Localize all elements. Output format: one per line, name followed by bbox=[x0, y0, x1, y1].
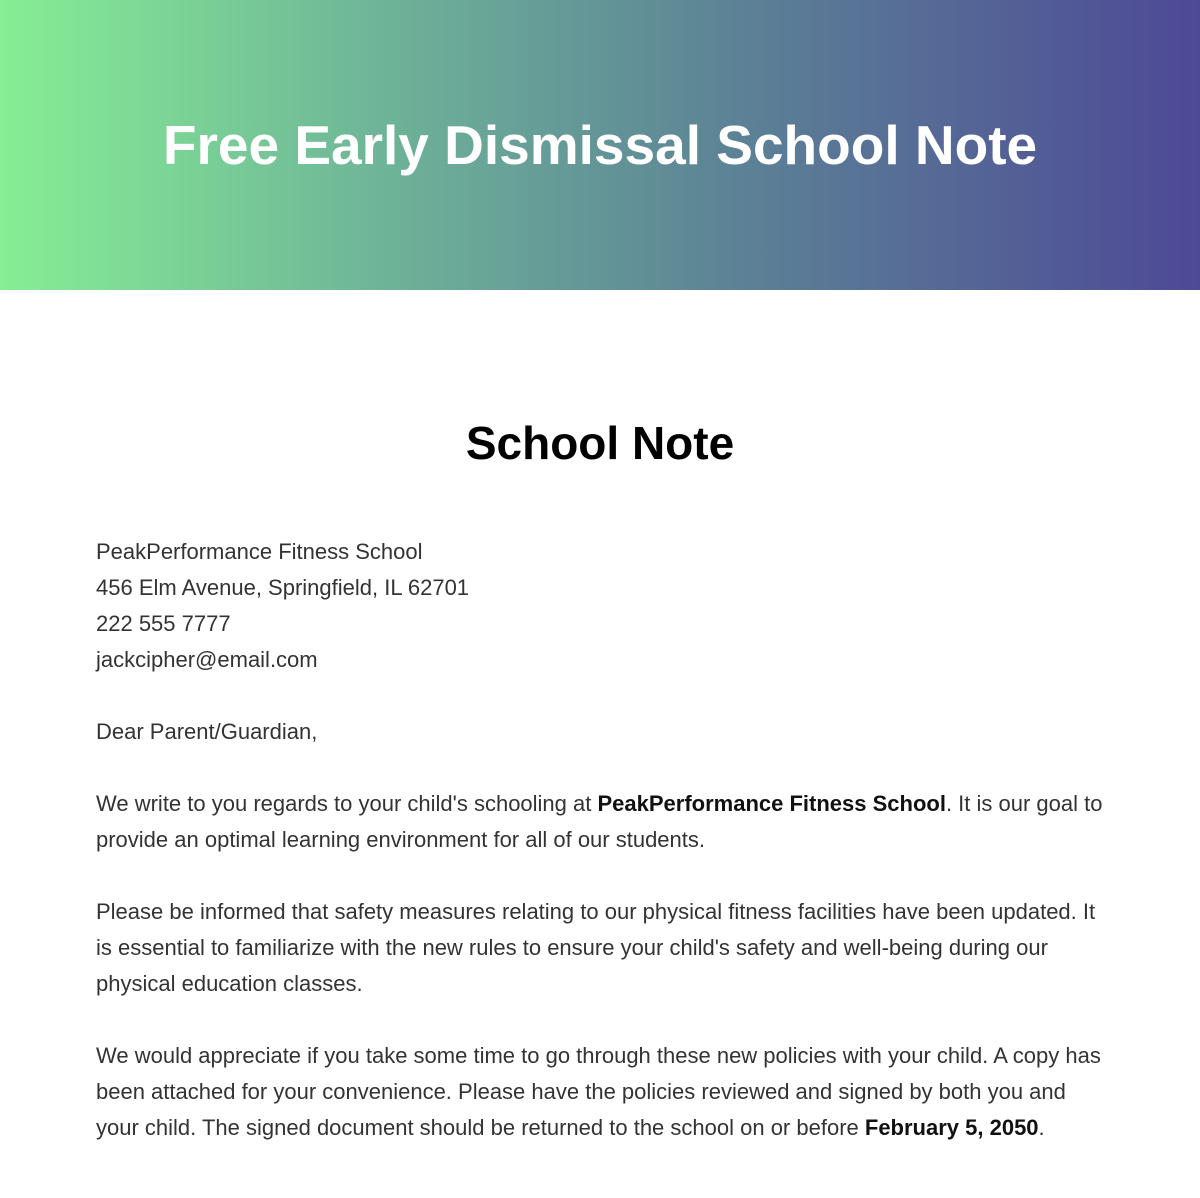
sender-address-block bbox=[96, 534, 1106, 678]
paragraph-intro bbox=[96, 786, 1106, 858]
paragraph-safety: Please be informed that safety measures relating to our physical fitness facilities have been updated. It is essential to familiarize with the new rules to ensure your child's safety and well-being during our physical education classes. bbox=[96, 899, 1096, 996]
school-name: PeakPerformance Fitness School bbox=[96, 539, 423, 564]
phone-number: 222 555 7777 bbox=[96, 611, 231, 636]
paragraph-policies-start: We would appreciate if you take some time to go through these new policies with your child. A copy has been attached for your convenience. Please have the policies reviewed and signed by both you and your child. The signed document should be returned to the school on or before bbox=[96, 1043, 1101, 1140]
header-banner bbox=[0, 0, 1200, 290]
due-date: February 5, 2050 bbox=[864, 1115, 1039, 1140]
paragraph-intro-start: We write to you regards to your child's schooling at bbox=[96, 791, 598, 816]
paragraph-policies bbox=[96, 1038, 1106, 1146]
salutation: Dear Parent/Guardian, bbox=[96, 719, 318, 744]
paragraph-policies-end: . bbox=[1038, 1115, 1045, 1140]
paragraph-intro-end: . It is our goal to provide an optimal learning environment for all of our students. bbox=[96, 791, 1103, 852]
school-name-bold: PeakPerformance Fitness School bbox=[597, 791, 946, 816]
banner-title: Free Early Dismissal School Note bbox=[162, 114, 1038, 176]
letter-body bbox=[96, 534, 1106, 1146]
street-address: 456 Elm Avenue, Springfield, IL 62701 bbox=[96, 575, 470, 600]
email-address: jackcipher@email.com bbox=[96, 647, 318, 672]
document-title: School Note bbox=[465, 417, 735, 469]
